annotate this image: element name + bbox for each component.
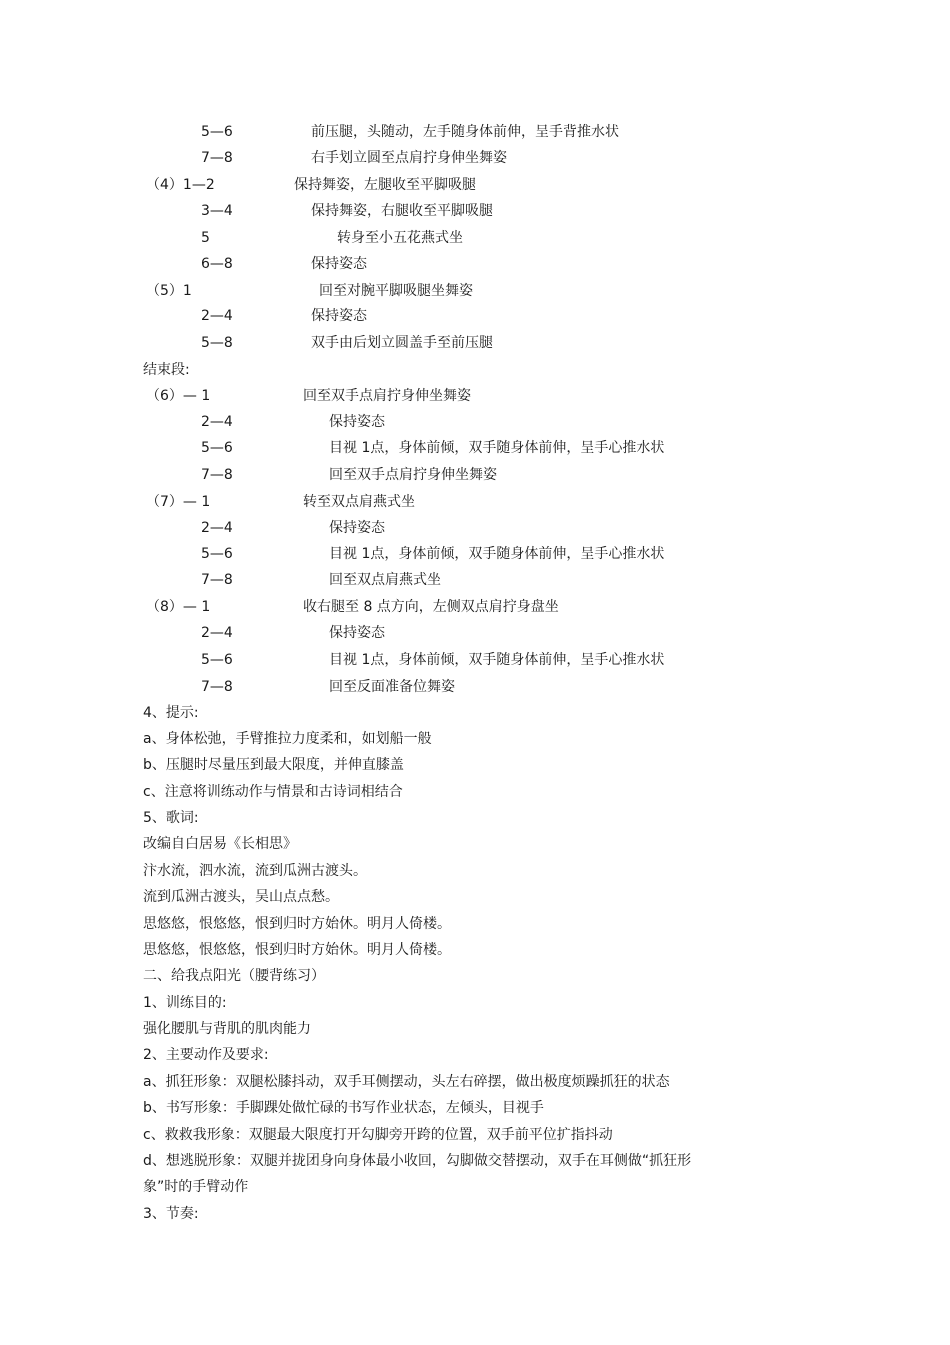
count-description: 右手划立圆至点肩拧身伸坐舞姿 — [311, 150, 507, 166]
count-description: 回至对腕平脚吸腿坐舞姿 — [319, 283, 473, 299]
action-item-continued: 象”时的手臂动作 — [143, 1179, 249, 1195]
count-description: 保持姿态 — [329, 625, 385, 641]
section-heading-rhythm: 3、节奏: — [143, 1206, 199, 1222]
tip-item: c、注意将训练动作与情景和古诗词相结合 — [143, 784, 403, 800]
action-item: b、书写形象：手脚踝处做忙碌的书写作业状态，左倾头，目视手 — [143, 1100, 544, 1116]
lyrics-line: 流到瓜洲古渡头，吴山点点愁。 — [143, 889, 339, 905]
count-description: 保持姿态 — [311, 308, 367, 324]
lyrics-line: 思悠悠，恨悠悠，恨到归时方始休。明月人倚楼。 — [143, 942, 451, 958]
count-description: 保持姿态 — [329, 520, 385, 536]
count-description: 回至反面准备位舞姿 — [329, 679, 455, 695]
action-item: c、救救我形象：双腿最大限度打开勾脚旁开跨的位置，双手前平位扩指抖动 — [143, 1127, 613, 1143]
lyrics-source: 改编自白居易《长相思》 — [143, 836, 297, 852]
count-description: 回至双手点肩拧身伸坐舞姿 — [329, 467, 497, 483]
count-description: 目视 1点，身体前倾，双手随身体前伸，呈手心推水状 — [329, 546, 665, 562]
count-label: （4）1—2 — [146, 177, 215, 193]
tip-item: b、压腿时尽量压到最大限度，并伸直膝盖 — [143, 757, 404, 773]
count-label: 5—6 — [201, 440, 233, 456]
count-label: 7—8 — [201, 467, 233, 483]
count-label: 7—8 — [201, 150, 233, 166]
count-label: 2—4 — [201, 625, 233, 641]
count-label: 2—4 — [201, 308, 233, 324]
section-heading-actions: 2、主要动作及要求: — [143, 1047, 269, 1063]
purpose-text: 强化腰肌与背肌的肌肉能力 — [143, 1021, 311, 1037]
count-label: 7—8 — [201, 679, 233, 695]
count-label: 2—4 — [201, 520, 233, 536]
action-item: d、想逃脱形象：双腿并拢团身向身体最小收回，勾脚做交替摆动，双手在耳侧做“抓狂形 — [143, 1153, 692, 1169]
section-heading-purpose: 1、训练目的: — [143, 995, 227, 1011]
section-title: 二、给我点阳光（腰背练习） — [143, 968, 325, 984]
count-label: 5—6 — [201, 546, 233, 562]
lyrics-line: 思悠悠，恨悠悠，恨到归时方始休。明月人倚楼。 — [143, 916, 451, 932]
count-description: 前压腿，头随动，左手随身体前伸，呈手背推水状 — [311, 124, 619, 140]
lyrics-line: 汴水流，泗水流，流到瓜洲古渡头。 — [143, 863, 367, 879]
count-description: 回至双手点肩拧身伸坐舞姿 — [303, 388, 471, 404]
count-label: 7—8 — [201, 572, 233, 588]
count-label: 3—4 — [201, 203, 233, 219]
count-description: 转身至小五花燕式坐 — [337, 230, 463, 246]
count-label: 5 — [201, 230, 210, 246]
action-item: a、抓狂形象：双腿松膝抖动，双手耳侧摆动，头左右碎摆，做出极度烦躁抓狂的状态 — [143, 1074, 670, 1090]
count-description: 保持姿态 — [329, 414, 385, 430]
tip-item: a、身体松弛，手臂推拉力度柔和，如划船一般 — [143, 731, 432, 747]
count-description: 保持舞姿，左腿收至平脚吸腿 — [294, 177, 476, 193]
count-description: 保持姿态 — [311, 256, 367, 272]
count-label: 5—6 — [201, 124, 233, 140]
count-label: （7）— 1 — [146, 494, 211, 510]
count-description: 双手由后划立圆盖手至前压腿 — [311, 335, 493, 351]
section-heading-tips: 4、提示: — [143, 705, 199, 721]
count-description: 保持舞姿，右腿收至平脚吸腿 — [311, 203, 493, 219]
count-label: （8）— 1 — [146, 599, 211, 615]
count-label: 5—8 — [201, 335, 233, 351]
count-label: （6）— 1 — [146, 388, 211, 404]
count-label: 5—6 — [201, 652, 233, 668]
count-description: 目视 1点，身体前倾，双手随身体前伸，呈手心推水状 — [329, 652, 665, 668]
section-heading-ending: 结束段: — [143, 362, 190, 378]
count-description: 收右腿至 8 点方向，左侧双点肩拧身盘坐 — [303, 599, 559, 615]
count-description: 回至双点肩燕式坐 — [329, 572, 441, 588]
count-description: 目视 1点，身体前倾，双手随身体前伸，呈手心推水状 — [329, 440, 665, 456]
count-label: 6—8 — [201, 256, 233, 272]
section-heading-lyrics: 5、歌词: — [143, 810, 199, 826]
count-label: （5）1 — [146, 283, 192, 299]
count-description: 转至双点肩燕式坐 — [303, 494, 415, 510]
count-label: 2—4 — [201, 414, 233, 430]
